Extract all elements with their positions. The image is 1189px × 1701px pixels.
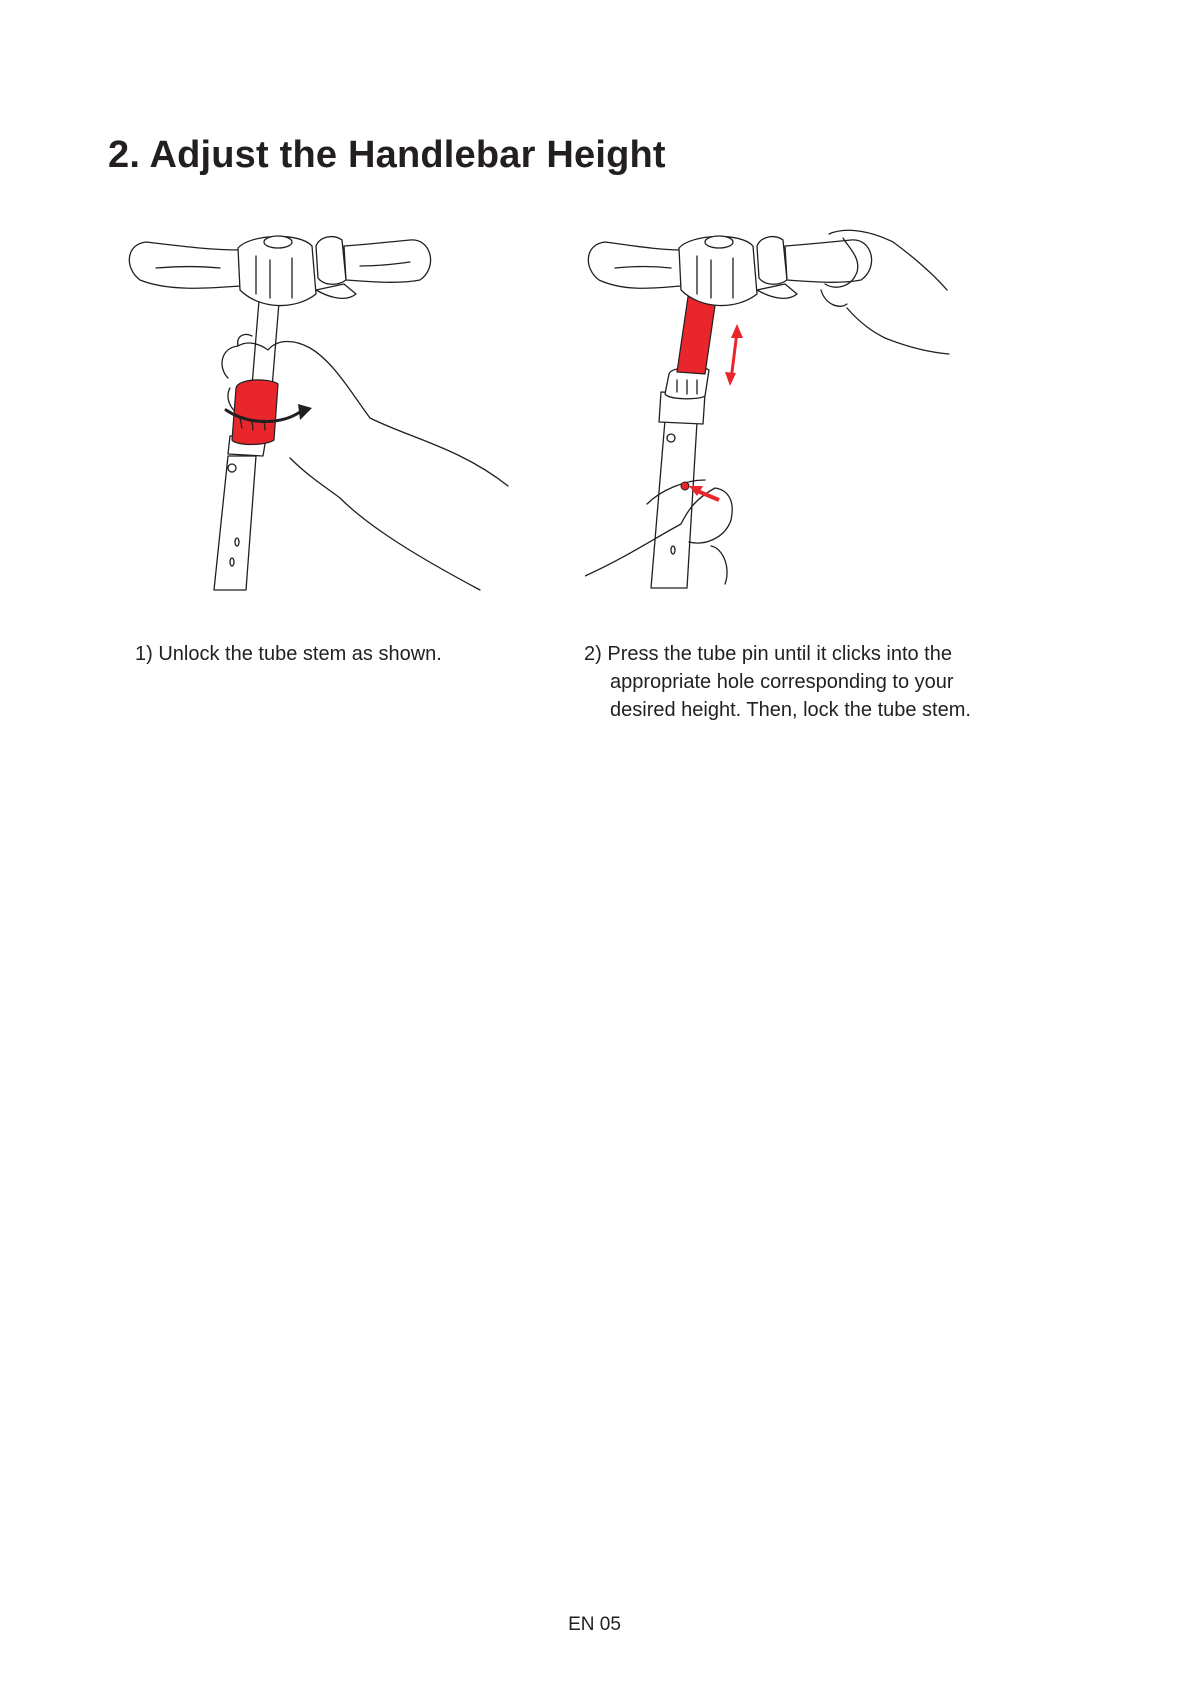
step-2-number: 2) xyxy=(584,643,602,665)
step-2-caption xyxy=(584,640,1034,724)
step-1-text: Unlock the tube stem as shown. xyxy=(158,643,442,665)
step-2-line-1: Press the tube pin until it clicks into the xyxy=(607,643,952,665)
step-2-line-2: appropriate hole corresponding to your xyxy=(610,671,954,693)
page-title: 2. Adjust the Handlebar Height xyxy=(108,134,666,176)
adjust-height-press-pin-illustration xyxy=(585,228,1015,598)
step-2-line-3: desired height. Then, lock the tube stem. xyxy=(610,699,971,721)
page-number: EN 05 xyxy=(568,1614,621,1635)
step-1-caption xyxy=(135,640,535,668)
step-1-number: 1) xyxy=(135,643,153,665)
unlock-tube-stem-illustration xyxy=(120,228,520,598)
